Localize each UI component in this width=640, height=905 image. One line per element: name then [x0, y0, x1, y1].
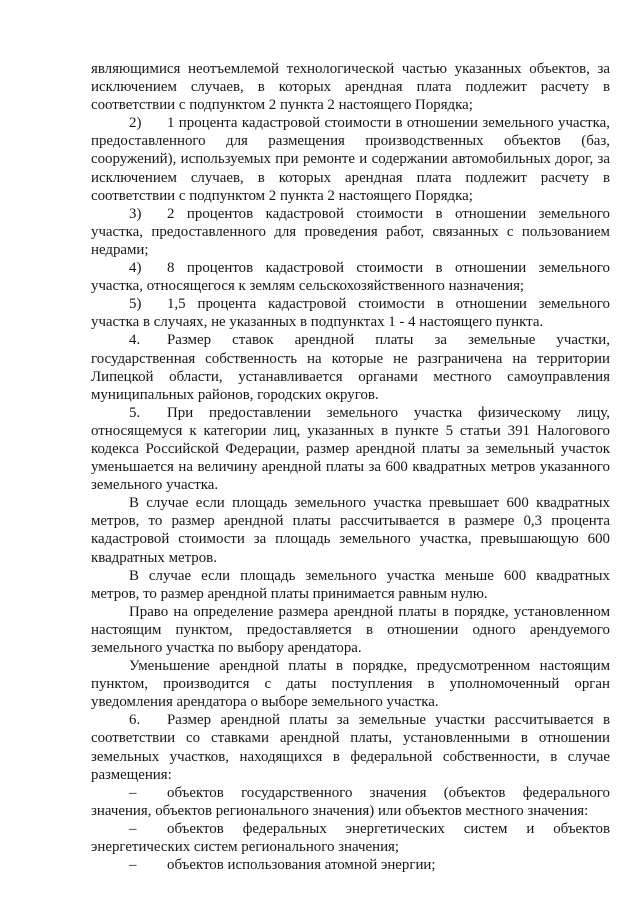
paragraph-text: В случае если площадь земельного участка превышает 600 квадратных метров, то размер арендной платы рассчитывается в размере 0,3 процента кадастровой стоимости за площадь земельного участка, превышающую 600 квадратных метров. [91, 495, 610, 566]
paragraph-text: В случае если площадь земельного участка меньше 600 квадратных метров, то размер арендной платы принимается равным нулю. [91, 567, 610, 602]
document-page [91, 60, 610, 874]
section-text: При предоставлении земельного участка физическому лицу, относящемуся к категории лиц, указанных в пункте 5 статьи 391 Налогового кодекса Российской Федерации, размер арендной платы за земельный участок уменьшается на величину арендной платы за 600 квадратных метров указанного земельного участка. [91, 404, 610, 494]
dash-item [91, 856, 610, 874]
paragraph [91, 603, 610, 657]
paragraph-text: Уменьшение арендной платы в порядке, предусмотренном настоящим пунктом, производится с даты поступления в уполномоченный орган уведомления арендатора о выборе земельного участка. [91, 658, 610, 711]
section-item [91, 404, 610, 494]
dash-text: объектов федеральных энергетических систем и объектов энергетических систем регионального значения; [91, 820, 610, 856]
list-item [91, 259, 610, 295]
dash-item [91, 784, 610, 820]
dash-marker: – [129, 857, 137, 874]
dash-text: объектов использования атомной энергии; [167, 857, 436, 874]
item-number: 3) [129, 205, 142, 222]
section-text: Размер ставок арендной платы за земельные участки, государственная собственность на которые не разграничена на территории Липецкой области, устанавливается органами местного самоуправления муниципальных районов, городских округов. [91, 332, 610, 403]
dash-marker: – [129, 820, 137, 837]
section-number: 5. [129, 404, 141, 421]
item-text: 1 процента кадастровой стоимости в отношении земельного участка, предоставленного для размещения производственных объектов (баз, сооружений), используемых при ремонте и содержании автомобильных дорог, за исключением случаев, в которых арендная плата подлежит расчету в соответствии с подпунктом 2 пункта 2 настоящего Порядка; [91, 115, 610, 204]
paragraph-text: являющимися неотъемлемой технологической частью указанных объектов, за исключением случаев, в которых арендная плата подлежит расчету в соответствии с подпунктом 2 пункта 2 настоящего Порядка; [91, 61, 610, 114]
dash-marker: – [129, 784, 137, 801]
section-number: 4. [129, 332, 141, 349]
item-number: 5) [129, 296, 142, 313]
section-text: Размер арендной платы за земельные участки рассчитывается в соответствии со ставками арендной платы, установленными в отношении земельных участков, находящихся в федеральной собственности, в случае размещения: [91, 712, 610, 783]
list-item [91, 114, 610, 204]
list-item [91, 205, 610, 259]
list-item [91, 295, 610, 331]
item-text: 8 процентов кадастровой стоимости в отношении земельного участка, относящегося к землям сельскохозяйственного назначения; [91, 260, 610, 295]
paragraph [91, 567, 610, 603]
paragraph-continuation [91, 60, 610, 114]
item-number: 2) [129, 115, 142, 132]
item-number: 4) [129, 260, 142, 277]
section-item [91, 711, 610, 783]
dash-item [91, 820, 610, 856]
paragraph-text: Право на определение размера арендной платы в порядке, установленном настоящим пунктом, предоставляется в отношении одного арендуемого земельного участка по выбору арендатора. [91, 603, 610, 656]
item-text: 1,5 процента кадастровой стоимости в отношении земельного участка в случаях, не указанных в подпунктах 1 - 4 настоящего пункта. [91, 296, 610, 331]
item-text: 2 процентов кадастровой стоимости в отношении земельного участка, предоставленного для проведения работ, связанных с пользованием недрами; [91, 205, 610, 258]
dash-text: объектов государственного значения (объектов федерального значения, объектов регионального значения) или объектов местного значения: [91, 784, 610, 819]
paragraph [91, 494, 610, 566]
paragraph [91, 657, 610, 711]
section-item [91, 331, 610, 403]
section-number: 6. [129, 712, 141, 729]
